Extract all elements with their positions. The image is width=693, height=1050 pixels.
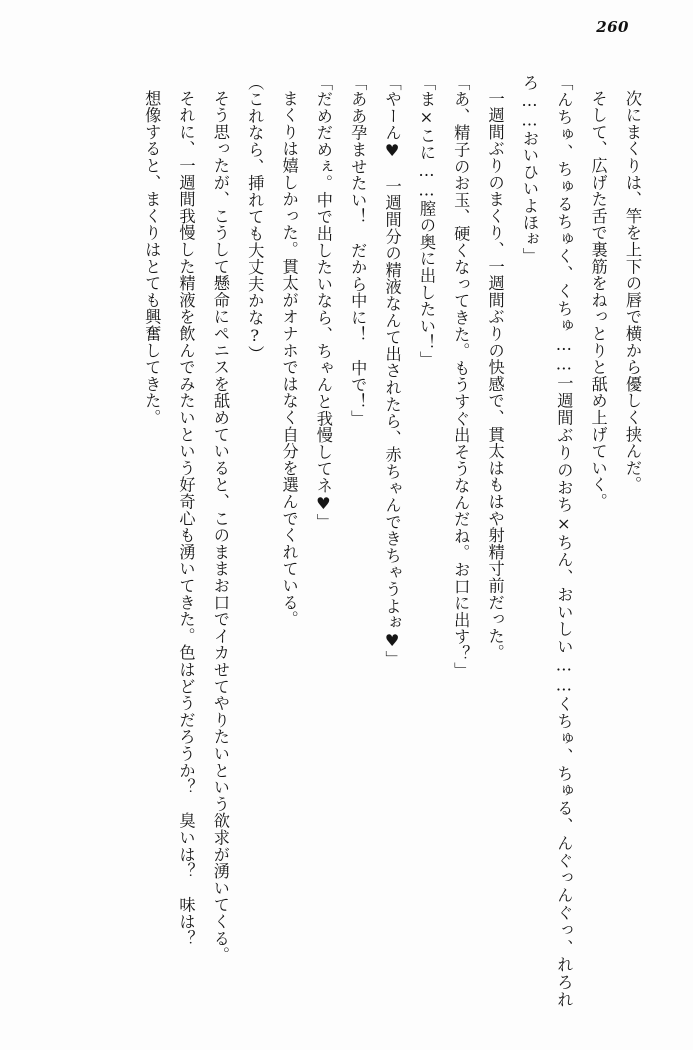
paragraph: 「やーん♥ 一週間分の精液なんて出されたら、赤ちゃんできちゃうよぉ♥」 [382,74,402,668]
paragraph: 「んちゅ、ちゅるちゅく、くちゅ……一週間ぶりのおち×ちん、おいしい……くちゅ、ちゅる、んぐっんぐっ、れろれろ……おいひいよほぉ」 [519,74,574,1008]
paragraph: 「だめだめぇ。中で出したいなら、ちゃんと我慢してネ♥」 [313,74,333,531]
page-number: 260 [596,18,629,36]
paragraph: まくりは嬉しかった。貫太がオナホではなく自分を選んでくれている。 [279,90,299,628]
paragraph: そして、広げた舌で裏筋をねっとりと舐め上げていく。 [588,90,608,511]
page-text-body [44,74,649,1008]
paragraph: 「ああ孕ませたい！ だから中に！ 中で！」 [348,74,368,427]
paragraph: （これなら、挿れても大丈夫かな?） [245,74,265,363]
paragraph: 一週間ぶりのまくり、一週間ぶりの快感で、貫太はもはや射精寸前だった。 [485,90,505,662]
paragraph: 「ま×こに……膣の奥に出したい！」 [416,74,436,368]
paragraph: 次にまくりは、竿を上下の唇で横から優しく挟んだ。 [623,90,642,494]
paragraph: 想像すると、まくりはとても興奮してきた。 [142,90,162,427]
paragraph: それに、一週間我慢した精液を飲んでみたいという好奇心も湧いてきた。色はどうだろうか？ 臭いは？ 味は？ [176,90,196,947]
paragraph: そう思ったが、こうして懸命にペニスを舐めていると、このままお口でイカせてやりたいという欲求が湧いてくる。 [210,90,230,964]
paragraph: 「あ、精子のお玉、硬くなってきた。もうすぐ出そうなんだね。お口に出す？」 [451,74,471,679]
